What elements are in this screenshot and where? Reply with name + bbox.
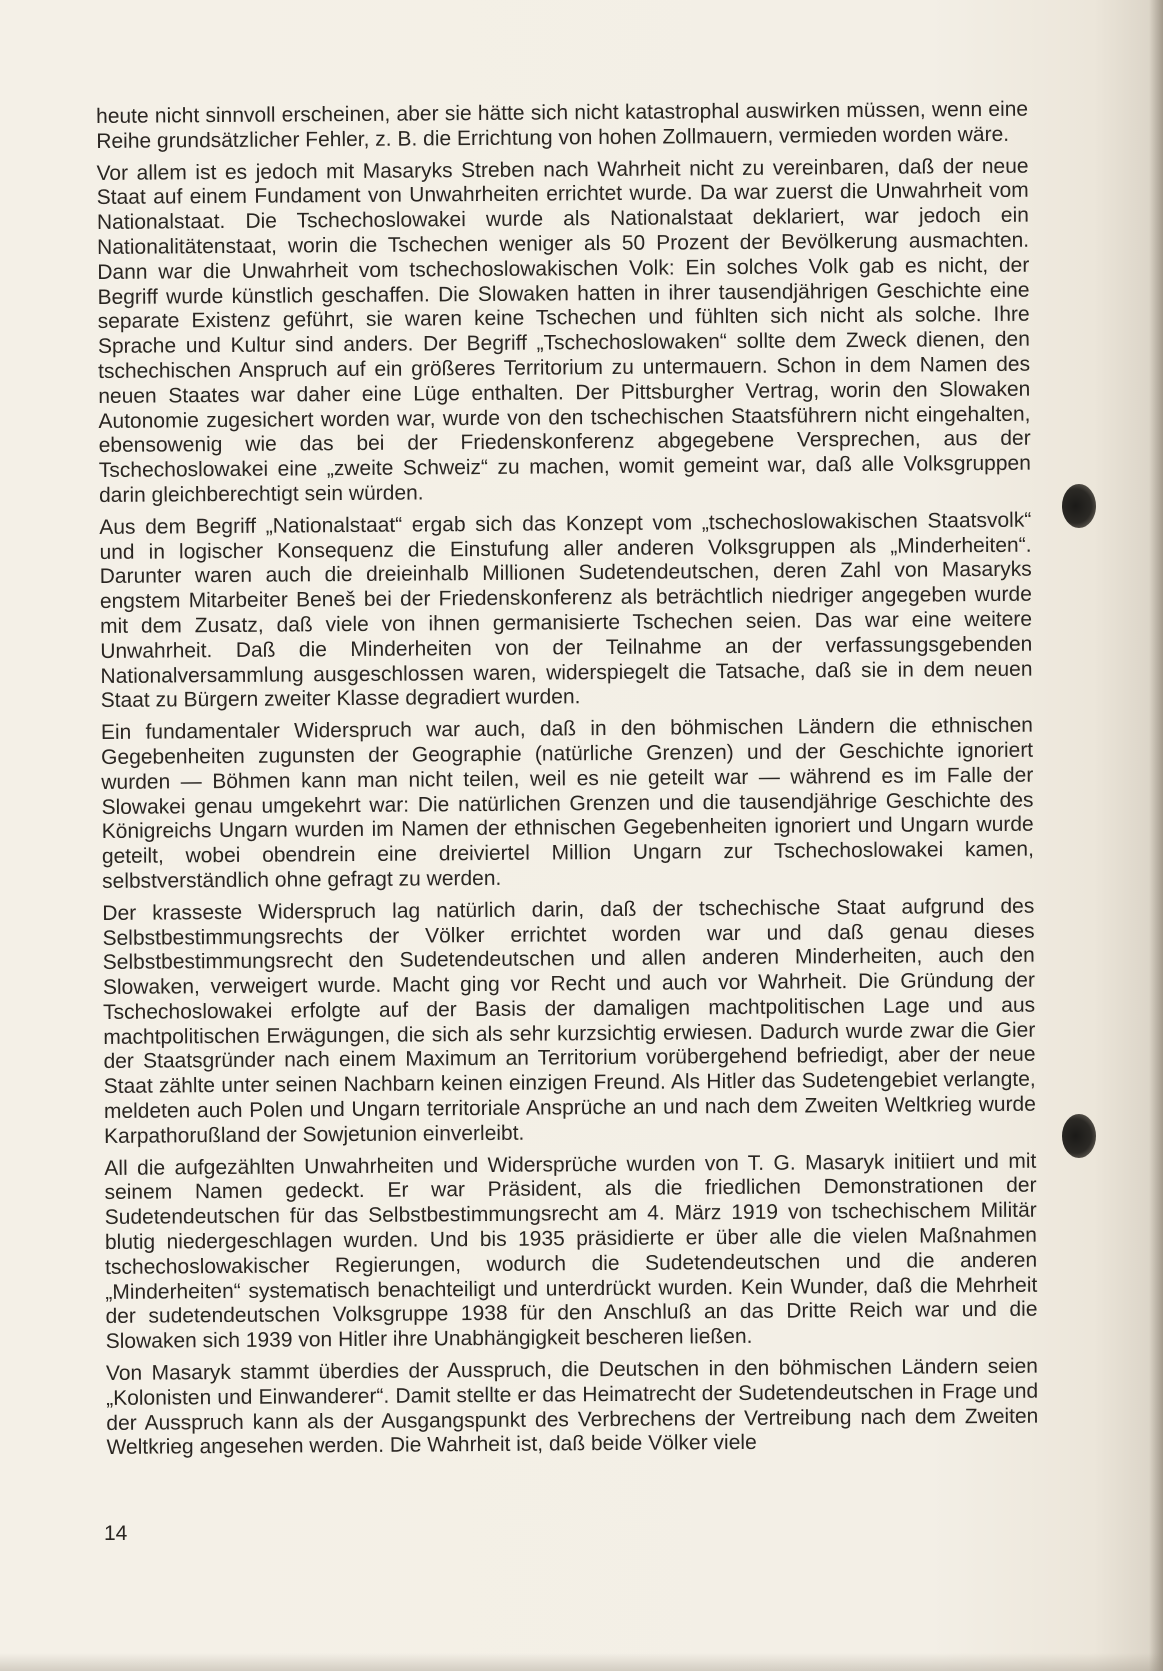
paragraph: Aus dem Begriff „Nationalstaat“ ergab sich das Konzept vom „tschechoslowakischen Staatsvolk“ und in logischer Konsequenz die Einstufung aller anderen Volksgruppen als „Minderheiten“. Darunter waren auch die dreieinhalb Millionen Sudetendeutschen, deren Zahl von Masaryks engstem Mitarbeiter Beneš bei der Friedenskonferenz als beträchtlich niedriger angegeben wurde mit dem Zusatz, daß viele von ihnen germanisierte Tschechen seien. Das war eine weitere Unwahrheit. Daß die Minderheiten von der Teilnahme an der verfassungsgebenden Nationalversammlung ausgeschlossen waren, widerspiegelt die Tatsache, daß sie in dem neuen Staat zu Bürgern zweiter Klasse degradiert wurden. <box>99 508 1033 713</box>
paragraph: heute nicht sinnvoll erscheinen, aber sie hätte sich nicht katastrophal auswirken müssen, wenn eine Reihe grundsätzlicher Fehler, z. B. die Errichtung von hohen Zollmauern, vermieden worden wäre. <box>96 97 1029 153</box>
body-text <box>96 98 1039 1469</box>
punch-hole <box>1062 484 1096 528</box>
paragraph: Vor allem ist es jedoch mit Masaryks Streben nach Wahrheit nicht zu vereinbaren, daß der neue Staat auf einem Fundament von Unwahrheiten errichtet wurde. Da war zuerst die Unwahrheit vom Nationalstaat. Die Tschechoslowakei wurde als Nationalstaat deklariert, war jedoch ein Nationalitätenstaat, worin die Tschechen weniger als 50 Prozent der Bevölkerung ausmachten. Dann war die Unwahrheit vom tschechoslowakischen Volk: Ein solches Volk gab es nicht, der Begriff wurde künstlich geschaffen. Die Slowaken hatten in ihrer tausendjährigen Geschichte eine separate Existenz geführt, sie waren keine Tschechen und fühlten sich nicht als solche. Ihre Sprache und Kultur sind anders. Der Begriff „Tschechoslowaken“ sollte dem Zweck dienen, den tschechischen Anspruch auf ein größeres Territorium zu untermauern. Schon in dem Namen des neuen Staates war daher eine Lüge enthalten. Der Pittsburgher Vertrag, worin den Slowaken Autonomie zugesichert worden war, wurde von den tschechischen Staatsführern nicht eingehalten, ebensowenig wie das bei der Friedenskonferenz abgegebene Versprechen, aus der Tschechoslowakei eine „zweite Schweiz“ zu machen, womit gemeint war, daß alle Volksgruppen darin gleichberechtigt sein würden. <box>96 154 1031 507</box>
page-edge-shadow <box>1149 0 1163 1671</box>
paragraph: All die aufgezählten Unwahrheiten und Widersprüche wurden von T. G. Masaryk initiiert und mit seinem Namen gedeckt. Er war Präsident, als die friedlichen Demonstrationen der Sudetendeutschen für das Selbstbestimmungsrecht am 4. März 1919 von tschechischem Militär blutig niedergeschlagen wurden. Und bis 1935 präsidierte er über alle die vielen Maßnahmen tschechoslowakischer Regierungen, wodurch die Sudetendeutschen und die anderen „Minderheiten“ systematisch benachteiligt und unterdrückt wurden. Kein Wunder, daß die Mehrheit der sudetendeutschen Volksgruppe 1938 für den Anschluß an das Dritte Reich war und die Slowaken sich 1939 von Hitler ihre Unabhängigkeit bescheren ließen. <box>104 1149 1038 1354</box>
paragraph: Der krasseste Widerspruch lag natürlich darin, daß der tschechische Staat aufgrund des Selbstbestimmungsrechts der Völker errichtet worden war und daß genau dieses Selbstbestimmungsrecht den Sudetendeutschen und allen anderen Minderheiten, auch den Slowaken, verweigert wurde. Macht ging vor Recht und auch vor Wahrheit. Die Gründung der Tschechoslowakei erfolgte auf der Basis der damaligen machtpolitischen Lage und aus machtpolitischen Erwägungen, die sich als sehr kurzsichtig erwiesen. Dadurch wurde zwar die Gier der Staatsgründer nach einem Maximum an Territorium vorübergehend befriedigt, aber der neue Staat zählte unter seinen Nachbarn keinen einzigen Freund. Als Hitler das Sudetengebiet verlangte, meldeten auch Polen und Ungarn territoriale Ansprüche an und nach dem Zweiten Weltkrieg wurde Karpathorußland der Sowjetunion einverleibt. <box>102 894 1036 1148</box>
page-bottom-shadow <box>0 1653 1163 1671</box>
paragraph: Ein fundamentaler Widerspruch war auch, daß in den böhmischen Ländern die ethnischen Gegebenheiten zugunsten der Geographie (natürliche Grenzen) und der Geschichte ignoriert wurden — Böhmen kann man nicht teilen, weil es nie geteilt war — während es im Falle der Slowakei genau umgekehrt war: Die natürlichen Grenzen und die tausendjährige Geschichte des Königreichs Ungarn wurden im Namen der ethnischen Gegebenheiten ignoriert und Ungarn wurde geteilt, wobei obendrein eine dreiviertel Million Ungarn zur Tschechoslowakei kamen, selbstverständlich ohne gefragt zu werden. <box>100 713 1034 893</box>
page-number: 14 <box>104 1522 128 1545</box>
punch-hole <box>1062 1114 1096 1158</box>
paragraph: Von Masaryk stammt überdies der Ausspruch, die Deutschen in den böhmischen Ländern seien „Kolonisten und Einwanderer“. Damit stellte er das Heimatrecht der Sudetendeutschen in Frage und der Ausspruch kann als der Ausgangspunkt des Verbrechens der Vertreibung nach dem Zweiten Weltkrieg angesehen werden. Die Wahrheit ist, daß beide Völker viele <box>105 1354 1039 1460</box>
